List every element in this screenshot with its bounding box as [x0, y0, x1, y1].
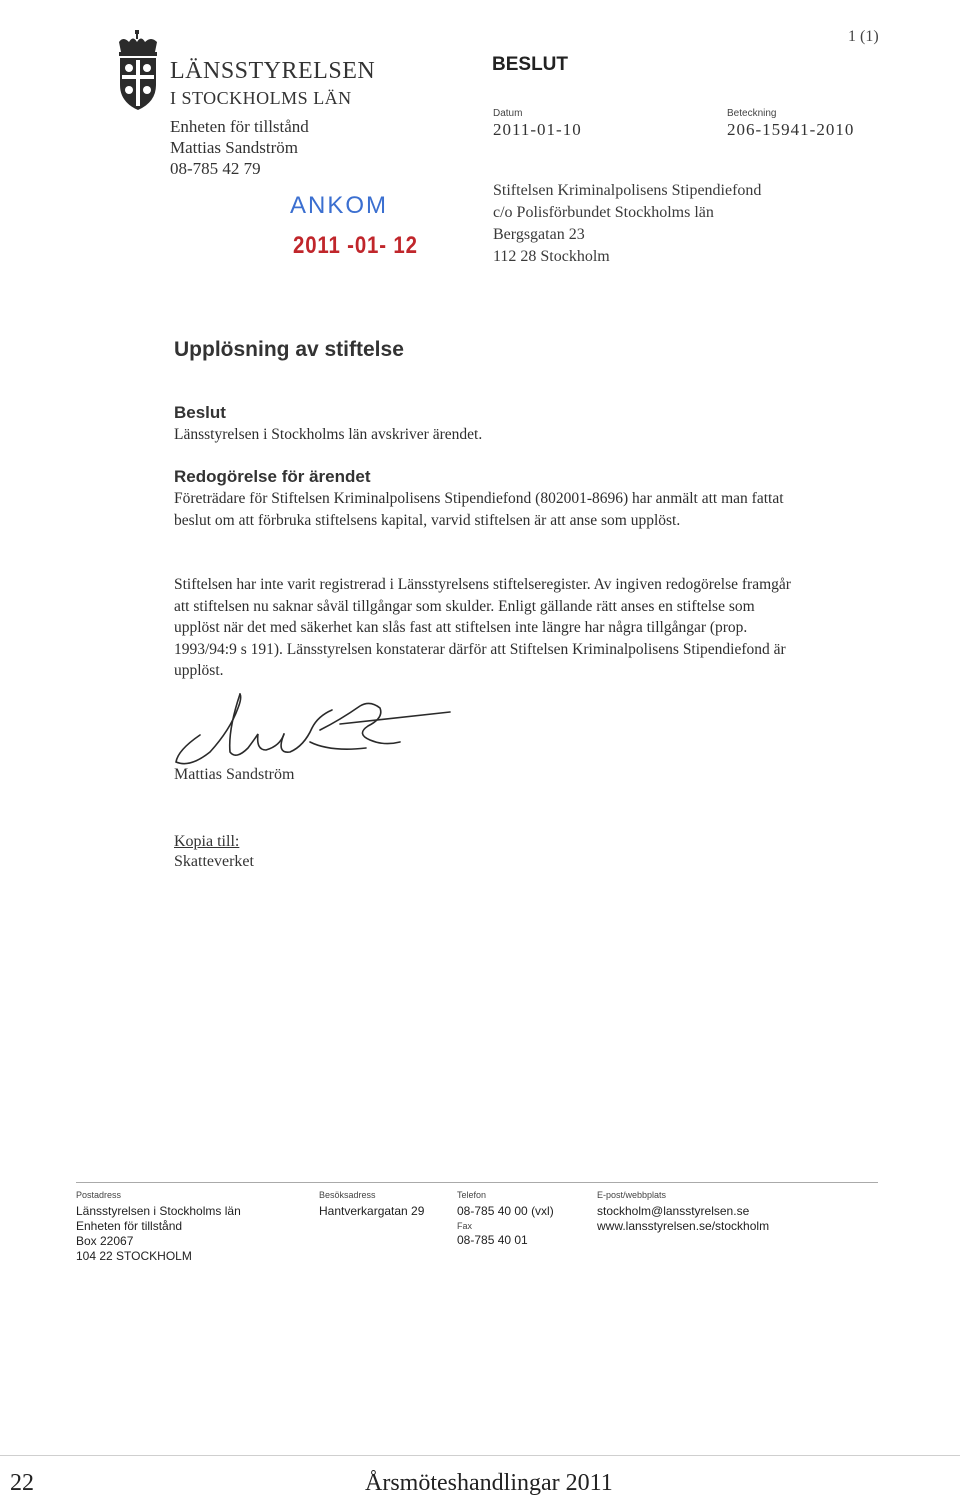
email-link[interactable]: stockholm@lansstyrelsen.se	[597, 1204, 750, 1218]
fax-value: 08-785 40 01	[457, 1233, 528, 1247]
page-footer-divider	[0, 1455, 960, 1456]
visit-address: Hantverkargatan 29	[319, 1204, 425, 1218]
recipient-address	[493, 180, 761, 268]
footer-postal	[76, 1190, 241, 1264]
document-title: Upplösning av stiftelse	[174, 338, 404, 361]
received-stamp-date: 2011 -01- 12	[293, 232, 418, 259]
received-stamp-text: ANKOM	[290, 192, 389, 219]
coat-of-arms-logo	[113, 30, 163, 110]
page-count: 1 (1)	[848, 28, 879, 45]
org-name: LÄNSSTYRELSEN	[170, 58, 376, 84]
postal-line: Länsstyrelsen i Stockholms län	[76, 1204, 241, 1218]
date-value: 2011-01-10	[493, 120, 582, 139]
decision-heading: Beslut	[174, 403, 226, 422]
website-link[interactable]: www.lansstyrelsen.se/stockholm	[597, 1219, 770, 1233]
recipient-line: 112 28 Stockholm	[493, 248, 610, 265]
account-heading: Redogörelse för ärendet	[174, 467, 371, 486]
decision-text: Länsstyrelsen i Stockholms län avskriver ärendet.	[174, 426, 483, 443]
paragraph-2: Stiftelsen har inte varit registrerad i Länsstyrelsens stiftelseregister. Av ingiven redogörelse framgår att stiftelsen nu saknar såväl tillgångar som skulder. Enligt gällande rätt anses en stiftelse som upplöst när det med säkerhet kan slås fast att stiftelsen inte längre har några tillgångar (prop. 1993/94:9 s 191). Länsstyrelsen konstaterar därför att Stiftelsen Kriminalpolisens Stipendiefond är upplöst.	[174, 576, 791, 679]
sender-name: Mattias Sandström	[170, 138, 298, 157]
footer-divider	[76, 1182, 878, 1183]
sender-block	[170, 116, 309, 179]
sender-phone: 08-785 42 79	[170, 159, 261, 178]
fax-label: Fax	[457, 1221, 473, 1231]
footer-phone	[457, 1190, 554, 1248]
phone-label: Telefon	[457, 1190, 487, 1200]
book-page-number: 22	[10, 1470, 34, 1496]
date-label: Datum	[493, 108, 523, 119]
footer-web	[597, 1190, 769, 1234]
visit-label: Besöksadress	[319, 1190, 376, 1200]
recipient-line: c/o Polisförbundet Stockholms län	[493, 204, 714, 221]
org-region: I STOCKHOLMS LÄN	[170, 88, 352, 108]
document-type: BESLUT	[492, 54, 568, 75]
paragraph-1: Företrädare för Stiftelsen Kriminalpolisens Stipendiefond (802001-8696) har anmält att man fattat beslut om att förbruka stiftelsens kapital, varvid stiftelsen är att anse som upplöst.	[174, 490, 784, 529]
copy-recipient: Skatteverket	[174, 853, 254, 870]
handwritten-signature	[170, 690, 460, 770]
reference-value: 206-15941-2010	[727, 120, 855, 139]
recipient-line: Stiftelsen Kriminalpolisens Stipendiefond	[493, 182, 762, 199]
recipient-line: Bergsgatan 23	[493, 226, 585, 243]
postal-line: Enheten för tillstånd	[76, 1219, 183, 1233]
phone-value: 08-785 40 00 (vxl)	[457, 1204, 554, 1218]
sender-unit: Enheten för tillstånd	[170, 117, 309, 136]
signer-name: Mattias Sandström	[174, 766, 295, 783]
web-label: E-post/webbplats	[597, 1190, 667, 1200]
book-title: Årsmöteshandlingar 2011	[365, 1470, 613, 1496]
reference-label: Beteckning	[727, 108, 777, 119]
footer-visit	[319, 1190, 424, 1219]
postal-line: 104 22 STOCKHOLM	[76, 1249, 192, 1263]
postal-label: Postadress	[76, 1190, 122, 1200]
copy-label: Kopia till:	[174, 833, 240, 850]
postal-line: Box 22067	[76, 1234, 134, 1248]
